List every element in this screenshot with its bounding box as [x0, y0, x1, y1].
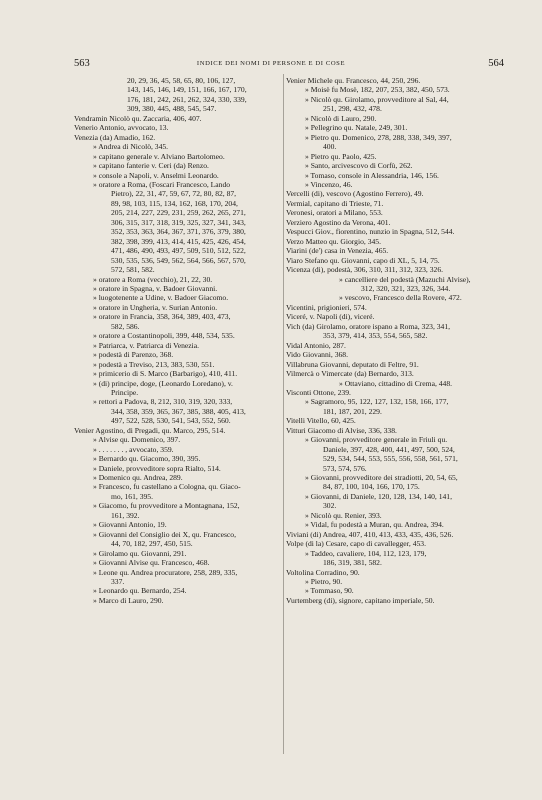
- index-entry-line: 186, 319, 381, 582.: [323, 558, 382, 568]
- index-entry-line: » primicerio di S. Marco (Barbarigo), 410, 411.: [93, 369, 238, 379]
- index-entry-line: » Francesco, fu castellano a Cologna, qu. Giaco-: [93, 482, 241, 492]
- index-entry-line: Vercelli (di), vescovo (Agostino Ferrero), 49.: [286, 189, 424, 199]
- index-entry-line: Veronesi, oratori a Milano, 553.: [286, 208, 383, 218]
- index-entry-line: » Alvise qu. Domenico, 397.: [93, 435, 181, 445]
- index-entry-line: 529, 534, 544, 553, 555, 556, 558, 561, 571,: [323, 454, 458, 464]
- index-entry-line: » Pellegrino qu. Natale, 249, 301.: [305, 123, 408, 133]
- index-entry-line: 302.: [323, 501, 337, 511]
- index-entry-line: 353, 379, 414, 353, 554, 565, 582.: [323, 331, 428, 341]
- index-entry-line: » Vincenzo, 46.: [305, 179, 353, 189]
- index-entry-line: Pietro), 22, 31, 47, 59, 67, 72, 80, 82, 87,: [111, 189, 237, 199]
- index-entry-line: » Giovanni Alvise qu. Francesco, 468.: [93, 558, 210, 568]
- index-entry-line: 530, 535, 536, 549, 562, 564, 566, 567, 570,: [111, 255, 246, 265]
- index-entry-line: Venier Agostino, di Pregadi, qu. Marco, 295, 514.: [74, 425, 226, 435]
- index-entry-line: Principe.: [111, 387, 139, 397]
- index-entry-line: Vich (da) Girolamo, oratore ispano a Roma, 323, 341,: [286, 321, 451, 331]
- index-entry-line: mo, 161, 395.: [111, 491, 153, 501]
- index-entry-line: Vespucci Giov., fiorentino, nunzio in Spagna, 512, 544.: [286, 227, 455, 237]
- index-entry-line: Verziero Agostino da Verona, 401.: [286, 217, 391, 227]
- index-entry-line: Voltolina Corradino, 90.: [286, 567, 360, 577]
- index-entry-line: 84, 87, 100, 104, 166, 170, 175.: [323, 482, 420, 492]
- index-entry-line: Volpe (di la) Cesare, capo di cavallegger, 453.: [286, 539, 426, 549]
- index-entry-line: » Nicolò qu. Girolamo, provveditore al Sal, 44,: [305, 94, 449, 104]
- index-entry-line: » oratore in Ungheria, v. Surian Antonio.: [93, 302, 218, 312]
- index-entry-line: 176, 181, 242, 261, 262, 324, 330, 339,: [127, 94, 247, 104]
- index-entry-line: » Sagramoro, 95, 122, 127, 132, 158, 166, 177,: [305, 397, 449, 407]
- index-entry-line: » Taddeo, cavaliere, 104, 112, 123, 179,: [305, 548, 427, 558]
- index-entry-line: » oratore in Francia, 358, 364, 389, 403, 473,: [93, 312, 231, 322]
- index-column-right: [286, 76, 504, 605]
- index-entry-line: 251, 298, 432, 478.: [323, 104, 382, 114]
- index-entry-line: » capitano generale v. Alviano Bartolomeo.: [93, 151, 225, 161]
- index-entry-line: » Leone qu. Andrea procuratore, 258, 289, 335,: [93, 567, 238, 577]
- index-entry-line: Daniele, 397, 428, 400, 441, 497, 500, 524,: [323, 444, 455, 454]
- index-entry-line: 306, 315, 317, 318, 319, 325, 327, 341, 343,: [111, 217, 246, 227]
- index-entry-line: » Giovanni del Consiglio dei X, qu. Francesco,: [93, 529, 236, 539]
- index-entry-line: Vicentini, prigionieri, 574.: [286, 302, 367, 312]
- index-entry-line: Villabruna Giovanni, deputato di Feltre, 91.: [286, 359, 419, 369]
- index-entry-line: » (di) principe, doge, (Leonardo Loredano), v.: [93, 378, 233, 388]
- index-entry-line: Vurtemberg (di), signore, capitano imperiale, 50.: [286, 595, 435, 605]
- index-entry-line: » Bernardo qu. Giacomo, 390, 395.: [93, 454, 201, 464]
- index-entry-line: » oratore in Spagna, v. Badoer Giovanni.: [93, 283, 218, 293]
- index-entry-line: 582, 586.: [111, 321, 140, 331]
- index-entry-line: » Nicolò qu. Renier, 393.: [305, 510, 382, 520]
- index-entry-line: 181, 187, 201, 229.: [323, 406, 382, 416]
- index-entry-line: » luogotenente a Udine, v. Badoer Giacomo.: [93, 293, 229, 303]
- index-entry-line: » Leonardo qu. Bernardo, 254.: [93, 586, 187, 596]
- index-entry-line: » Domenico qu. Andrea, 289.: [93, 473, 183, 483]
- index-entry-line: Vilmercà o Vimercate (da) Bernardo, 313.: [286, 369, 414, 379]
- index-entry-line: 344, 358, 359, 365, 367, 385, 388, 405, 413,: [111, 406, 246, 416]
- index-entry-line: 352, 353, 363, 364, 367, 371, 376, 379, 380,: [111, 227, 246, 237]
- index-entry-line: » Pietro, 90.: [305, 577, 343, 587]
- running-header-title: INDICE DEI NOMI DI PERSONE E DI COSE: [196, 60, 346, 67]
- index-entry-line: » Giovanni, provveditore dei stradiotti, 20, 54, 65,: [305, 473, 458, 483]
- index-entry-line: » capitano fanterie v. Ceri (da) Renzo.: [93, 161, 209, 171]
- index-entry-line: » rettori a Padova, 8, 212, 310, 319, 320, 333,: [93, 397, 233, 407]
- index-entry-line: » podestà di Parenzo, 368.: [93, 350, 174, 360]
- index-entry-line: » vescovo, Francesco della Rovere, 472.: [339, 293, 462, 303]
- index-entry-line: Viarini (de') casa in Venezia, 465.: [286, 246, 389, 256]
- index-entry-line: » Giacomo, fu provveditore a Montagnana, 152,: [93, 501, 240, 511]
- index-entry-line: 471, 486, 490, 493, 497, 509, 510, 512, 522,: [111, 246, 246, 256]
- index-entry-line: » Patriarca, v. Patriarca di Venezia.: [93, 340, 200, 350]
- index-entry-line: 44, 70, 182, 297, 450, 515.: [111, 539, 193, 549]
- index-entry-line: Venerio Antonio, avvocato, 13.: [74, 123, 169, 133]
- index-entry-line: » Tomaso, console in Alessandria, 146, 156.: [305, 170, 439, 180]
- index-entry-line: Vicenza (di), podestà, 306, 310, 311, 312, 323, 326.: [286, 265, 444, 275]
- index-entry-line: 573, 574, 576.: [323, 463, 367, 473]
- index-entry-line: 205, 214, 227, 229, 231, 259, 262, 265, 271,: [111, 208, 246, 218]
- index-entry-line: 143, 145, 146, 149, 151, 166, 167, 170,: [127, 85, 247, 95]
- index-entry-line: Visconti Ottone, 239.: [286, 387, 351, 397]
- index-entry-line: 400.: [323, 142, 337, 152]
- right-page-number: 564: [488, 58, 504, 69]
- index-entry-line: » Pietro qu. Domenico, 278, 288, 338, 349, 397,: [305, 132, 452, 142]
- index-entry-line: » Moisè fu Mosè, 182, 207, 253, 382, 450, 573.: [305, 85, 450, 95]
- index-entry-line: Vendramin Nicolò qu. Zaccaria, 406, 407.: [74, 113, 202, 123]
- index-entry-line: Venezia (da) Amadio, 162.: [74, 132, 156, 142]
- index-entry-line: » Daniele, provveditore sopra Rialto, 514.: [93, 463, 221, 473]
- index-entry-line: » podestà a Treviso, 213, 383, 530, 551.: [93, 359, 215, 369]
- index-entry-line: » Vidal, fu podestà a Muran, qu. Andrea, 394.: [305, 520, 444, 530]
- left-page-number: 563: [74, 58, 90, 69]
- index-entry-line: » oratore a Costantinopoli, 399, 448, 534, 535.: [93, 331, 235, 341]
- index-entry-line: » . . . . . . . , avvocato, 359.: [93, 444, 174, 454]
- index-entry-line: 309, 380, 445, 488, 545, 547.: [127, 104, 217, 114]
- index-entry-line: 497, 522, 528, 530, 541, 543, 552, 560.: [111, 416, 231, 426]
- index-entry-line: Vidal Antonio, 287.: [286, 340, 346, 350]
- index-entry-line: Vitturi Giacomo di Alvise, 336, 338.: [286, 425, 397, 435]
- index-entry-line: » Giovanni, provveditore generale in Friuli qu.: [305, 435, 448, 445]
- index-entry-line: Viceré, v. Napoli (di), viceré.: [286, 312, 375, 322]
- index-entry-line: 161, 392.: [111, 510, 140, 520]
- index-entry-line: » Giovanni, di Daniele, 120, 128, 134, 140, 141,: [305, 491, 453, 501]
- index-entry-line: Vermial, capitano di Trieste, 71.: [286, 198, 384, 208]
- index-entry-line: » cancelliere del podestà (Mazuchi Alvise),: [339, 274, 471, 284]
- index-column-left: [74, 76, 282, 605]
- index-entry-line: 382, 398, 399, 413, 414, 415, 425, 426, 454,: [111, 236, 246, 246]
- index-entry-line: » Nicolò di Lauro, 290.: [305, 113, 377, 123]
- index-entry-line: » Santo, arcivescovo di Corfù, 262.: [305, 161, 413, 171]
- index-entry-line: » Ottaviano, cittadino di Crema, 448.: [339, 378, 453, 388]
- index-entry-line: » Pietro qu. Paolo, 425.: [305, 151, 377, 161]
- index-entry-line: » Giovanni Antonio, 19.: [93, 520, 167, 530]
- index-entry-line: 572, 581, 582.: [111, 265, 155, 275]
- index-entry-line: » Tommaso, 90.: [305, 586, 354, 596]
- column-divider: [283, 74, 284, 754]
- index-entry-line: Verzo Matteo qu. Giorgio, 345.: [286, 236, 381, 246]
- index-entry-line: 89, 98, 103, 115, 134, 162, 168, 170, 204,: [111, 198, 238, 208]
- index-entry-line: 337.: [111, 577, 125, 587]
- index-entry-line: Viviani (di) Andrea, 407, 410, 413, 433, 435, 436, 526.: [286, 529, 454, 539]
- index-entry-line: » Girolamo qu. Giovanni, 291.: [93, 548, 187, 558]
- index-entry-line: Vitelli Vitello, 60, 425.: [286, 416, 356, 426]
- index-entry-line: » Marco di Lauro, 290.: [93, 595, 164, 605]
- index-entry-line: » console a Napoli, v. Anselmi Leonardo.: [93, 170, 219, 180]
- running-header: [0, 58, 542, 72]
- index-entry-line: 20, 29, 36, 45, 58, 65, 80, 106, 127,: [127, 76, 236, 85]
- index-entry-line: Viaro Stefano qu. Giovanni, capo di XL, 5, 14, 75.: [286, 255, 440, 265]
- index-entry-line: » Andrea di Nicolò, 345.: [93, 142, 169, 152]
- index-entry-line: Venier Michele qu. Francesco, 44, 250, 296.: [286, 76, 421, 85]
- index-entry-line: 312, 320, 321, 323, 326, 344.: [361, 283, 451, 293]
- index-entry-line: Vido Giovanni, 368.: [286, 350, 348, 360]
- index-entry-line: » oratore a Roma (vecchio), 21, 22, 30.: [93, 274, 213, 284]
- index-entry-line: » oratore a Roma, (Foscari Francesco, Lando: [93, 179, 231, 189]
